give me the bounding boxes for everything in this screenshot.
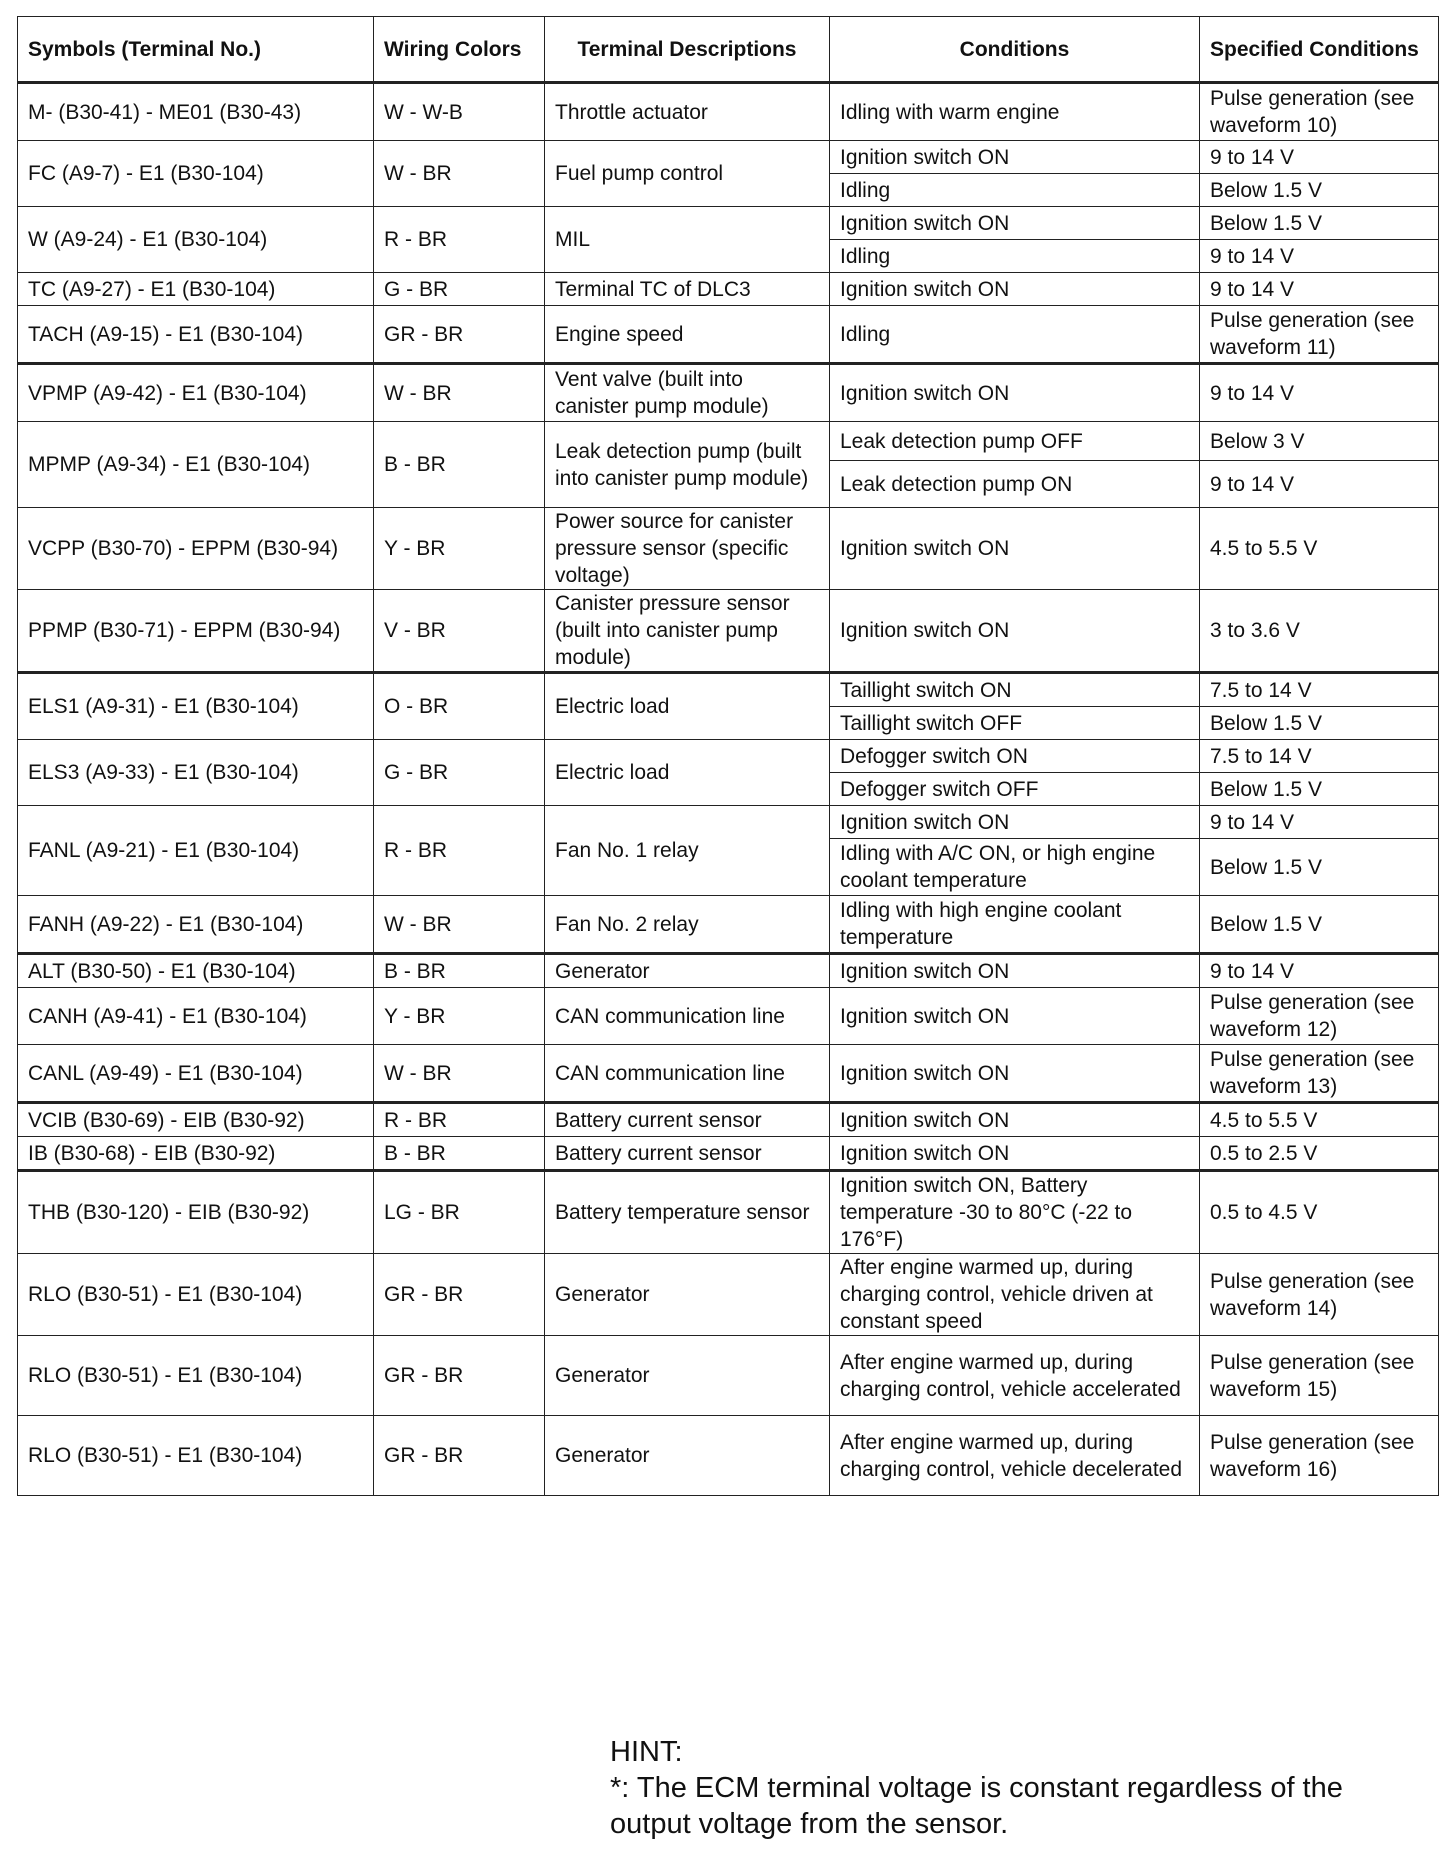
table-row xyxy=(18,1336,1439,1416)
cell-wiring-color: B - BR xyxy=(374,1137,545,1171)
hint-title: HINT: xyxy=(610,1736,683,1768)
cell-wiring-color: V - BR xyxy=(374,590,545,673)
cell-terminal-description: Terminal TC of DLC3 xyxy=(545,273,830,306)
cell-symbol: VCIB (B30-69) - EIB (B30-92) xyxy=(18,1103,374,1137)
cell-wiring-color: Y - BR xyxy=(374,988,545,1045)
cell-symbol: RLO (B30-51) - E1 (B30-104) xyxy=(18,1254,374,1336)
cell-terminal-description: Engine speed xyxy=(545,306,830,364)
cell-specified-condition: Pulse generation (see waveform 12) xyxy=(1200,988,1439,1045)
cell-wiring-color: B - BR xyxy=(374,954,545,988)
cell-condition: Ignition switch ON xyxy=(830,954,1200,988)
cell-condition: Idling xyxy=(830,306,1200,364)
table-row xyxy=(18,1254,1439,1336)
cell-symbol: IB (B30-68) - EIB (B30-92) xyxy=(18,1137,374,1171)
cell-symbol: RLO (B30-51) - E1 (B30-104) xyxy=(18,1416,374,1496)
cell-specified-condition: Below 1.5 V xyxy=(1200,707,1439,740)
cell-condition: Defogger switch ON xyxy=(830,740,1200,773)
cell-specified-condition: Below 1.5 V xyxy=(1200,207,1439,240)
cell-terminal-description: CAN communication line xyxy=(545,988,830,1045)
cell-symbol: VCPP (B30-70) - EPPM (B30-94) xyxy=(18,508,374,590)
cell-symbol: MPMP (A9-34) - E1 (B30-104) xyxy=(18,422,374,508)
cell-condition: Leak detection pump OFF xyxy=(830,422,1200,461)
cell-specified-condition: Below 1.5 V xyxy=(1200,839,1439,896)
cell-terminal-description: Generator xyxy=(545,1336,830,1416)
cell-symbol: TC (A9-27) - E1 (B30-104) xyxy=(18,273,374,306)
cell-symbol: ELS1 (A9-31) - E1 (B30-104) xyxy=(18,673,374,740)
cell-symbol: FANL (A9-21) - E1 (B30-104) xyxy=(18,806,374,896)
cell-symbol: CANH (A9-41) - E1 (B30-104) xyxy=(18,988,374,1045)
table-row xyxy=(18,1416,1439,1496)
cell-symbol: RLO (B30-51) - E1 (B30-104) xyxy=(18,1336,374,1416)
table-row xyxy=(18,422,1439,461)
cell-terminal-description: Fan No. 2 relay xyxy=(545,896,830,954)
cell-symbol: M- (B30-41) - ME01 (B30-43) xyxy=(18,83,374,141)
cell-specified-condition: Below 1.5 V xyxy=(1200,773,1439,806)
cell-symbol: FC (A9-7) - E1 (B30-104) xyxy=(18,141,374,207)
cell-condition: After engine warmed up, during charging control, vehicle driven at constant speed xyxy=(830,1254,1200,1336)
table-row xyxy=(18,954,1439,988)
cell-specified-condition: 7.5 to 14 V xyxy=(1200,740,1439,773)
cell-specified-condition: Pulse generation (see waveform 13) xyxy=(1200,1045,1439,1103)
table-row xyxy=(18,1137,1439,1171)
cell-condition: Ignition switch ON xyxy=(830,1045,1200,1103)
cell-symbol: ELS3 (A9-33) - E1 (B30-104) xyxy=(18,740,374,806)
table-row xyxy=(18,590,1439,673)
cell-condition: Idling xyxy=(830,174,1200,207)
table-row xyxy=(18,273,1439,306)
table-row xyxy=(18,83,1439,141)
hint-note xyxy=(610,1734,1430,1842)
cell-condition: Leak detection pump ON xyxy=(830,461,1200,508)
cell-specified-condition: 0.5 to 4.5 V xyxy=(1200,1171,1439,1254)
cell-terminal-description: Leak detection pump (built into canister pump module) xyxy=(545,422,830,508)
cell-symbol: VPMP (A9-42) - E1 (B30-104) xyxy=(18,364,374,422)
cell-terminal-description: Power source for canister pressure sensor (specific voltage) xyxy=(545,508,830,590)
cell-terminal-description: Throttle actuator xyxy=(545,83,830,141)
cell-specified-condition: 9 to 14 V xyxy=(1200,806,1439,839)
cell-specified-condition: 9 to 14 V xyxy=(1200,364,1439,422)
cell-condition: Ignition switch ON xyxy=(830,364,1200,422)
table-row xyxy=(18,508,1439,590)
header-specified-conditions: Specified Conditions xyxy=(1200,17,1439,83)
cell-specified-condition: 0.5 to 2.5 V xyxy=(1200,1137,1439,1171)
cell-condition: Idling with A/C ON, or high engine coolant temperature xyxy=(830,839,1200,896)
table-row xyxy=(18,1171,1439,1254)
cell-specified-condition: 9 to 14 V xyxy=(1200,954,1439,988)
cell-specified-condition: Pulse generation (see waveform 11) xyxy=(1200,306,1439,364)
cell-symbol: ALT (B30-50) - E1 (B30-104) xyxy=(18,954,374,988)
cell-condition: After engine warmed up, during charging control, vehicle decelerated xyxy=(830,1416,1200,1496)
cell-specified-condition: Pulse generation (see waveform 16) xyxy=(1200,1416,1439,1496)
table-row xyxy=(18,306,1439,364)
cell-specified-condition: 4.5 to 5.5 V xyxy=(1200,508,1439,590)
cell-terminal-description: Battery current sensor xyxy=(545,1137,830,1171)
header-symbols: Symbols (Terminal No.) xyxy=(18,17,374,83)
table-row xyxy=(18,988,1439,1045)
cell-symbol: TACH (A9-15) - E1 (B30-104) xyxy=(18,306,374,364)
cell-condition: Idling with high engine coolant temperature xyxy=(830,896,1200,954)
cell-wiring-color: R - BR xyxy=(374,1103,545,1137)
cell-condition: Ignition switch ON xyxy=(830,508,1200,590)
cell-wiring-color: GR - BR xyxy=(374,1336,545,1416)
cell-symbol: PPMP (B30-71) - EPPM (B30-94) xyxy=(18,590,374,673)
cell-specified-condition: 7.5 to 14 V xyxy=(1200,673,1439,707)
table-row xyxy=(18,1103,1439,1137)
cell-wiring-color: GR - BR xyxy=(374,1254,545,1336)
cell-condition: Defogger switch OFF xyxy=(830,773,1200,806)
table-row xyxy=(18,673,1439,707)
cell-condition: Ignition switch ON xyxy=(830,141,1200,174)
cell-wiring-color: G - BR xyxy=(374,740,545,806)
terminal-spec-table xyxy=(17,16,1439,1496)
cell-terminal-description: Electric load xyxy=(545,740,830,806)
cell-terminal-description: Generator xyxy=(545,954,830,988)
cell-terminal-description: CAN communication line xyxy=(545,1045,830,1103)
cell-wiring-color: LG - BR xyxy=(374,1171,545,1254)
cell-terminal-description: Fuel pump control xyxy=(545,141,830,207)
cell-terminal-description: Battery current sensor xyxy=(545,1103,830,1137)
table-body xyxy=(18,83,1439,1496)
cell-wiring-color: G - BR xyxy=(374,273,545,306)
cell-symbol: FANH (A9-22) - E1 (B30-104) xyxy=(18,896,374,954)
cell-specified-condition: 9 to 14 V xyxy=(1200,273,1439,306)
cell-wiring-color: GR - BR xyxy=(374,306,545,364)
cell-specified-condition: Below 1.5 V xyxy=(1200,174,1439,207)
cell-symbol: CANL (A9-49) - E1 (B30-104) xyxy=(18,1045,374,1103)
header-conditions: Conditions xyxy=(830,17,1200,83)
cell-terminal-description: MIL xyxy=(545,207,830,273)
cell-wiring-color: W - BR xyxy=(374,141,545,207)
cell-condition: Ignition switch ON xyxy=(830,207,1200,240)
cell-wiring-color: R - BR xyxy=(374,207,545,273)
table-row xyxy=(18,141,1439,174)
cell-specified-condition: Below 1.5 V xyxy=(1200,896,1439,954)
cell-wiring-color: B - BR xyxy=(374,422,545,508)
cell-wiring-color: O - BR xyxy=(374,673,545,740)
cell-specified-condition: Pulse generation (see waveform 10) xyxy=(1200,83,1439,141)
cell-condition: Taillight switch OFF xyxy=(830,707,1200,740)
table-row xyxy=(18,364,1439,422)
cell-condition: After engine warmed up, during charging control, vehicle accelerated xyxy=(830,1336,1200,1416)
cell-condition: Idling xyxy=(830,240,1200,273)
cell-condition: Ignition switch ON xyxy=(830,988,1200,1045)
cell-terminal-description: Battery temperature sensor xyxy=(545,1171,830,1254)
cell-specified-condition: 4.5 to 5.5 V xyxy=(1200,1103,1439,1137)
table-row xyxy=(18,1045,1439,1103)
cell-terminal-description: Electric load xyxy=(545,673,830,740)
cell-wiring-color: GR - BR xyxy=(374,1416,545,1496)
hint-text: *: The ECM terminal voltage is constant regardless of the output voltage from the sensor. xyxy=(610,1772,1351,1840)
cell-specified-condition: 9 to 14 V xyxy=(1200,461,1439,508)
cell-terminal-description: Generator xyxy=(545,1416,830,1496)
cell-wiring-color: R - BR xyxy=(374,806,545,896)
cell-condition: Ignition switch ON xyxy=(830,806,1200,839)
cell-condition: Taillight switch ON xyxy=(830,673,1200,707)
header-wiring-colors: Wiring Colors xyxy=(374,17,545,83)
terminal-spec-table-container xyxy=(17,16,1438,1496)
table-header-row xyxy=(18,17,1439,83)
cell-specified-condition: Below 3 V xyxy=(1200,422,1439,461)
cell-specified-condition: 9 to 14 V xyxy=(1200,141,1439,174)
cell-wiring-color: Y - BR xyxy=(374,508,545,590)
cell-condition: Ignition switch ON xyxy=(830,1137,1200,1171)
cell-wiring-color: W - BR xyxy=(374,364,545,422)
cell-condition: Ignition switch ON xyxy=(830,273,1200,306)
cell-terminal-description: Generator xyxy=(545,1254,830,1336)
cell-wiring-color: W - W-B xyxy=(374,83,545,141)
table-row xyxy=(18,806,1439,839)
cell-symbol: W (A9-24) - E1 (B30-104) xyxy=(18,207,374,273)
cell-wiring-color: W - BR xyxy=(374,896,545,954)
cell-terminal-description: Vent valve (built into canister pump module) xyxy=(545,364,830,422)
cell-specified-condition: Pulse generation (see waveform 14) xyxy=(1200,1254,1439,1336)
cell-symbol: THB (B30-120) - EIB (B30-92) xyxy=(18,1171,374,1254)
cell-condition: Ignition switch ON xyxy=(830,1103,1200,1137)
cell-specified-condition: 9 to 14 V xyxy=(1200,240,1439,273)
cell-condition: Ignition switch ON, Battery temperature -30 to 80°C (-22 to 176°F) xyxy=(830,1171,1200,1254)
header-terminal-descriptions: Terminal Descriptions xyxy=(545,17,830,83)
table-row xyxy=(18,207,1439,240)
cell-condition: Ignition switch ON xyxy=(830,590,1200,673)
cell-specified-condition: 3 to 3.6 V xyxy=(1200,590,1439,673)
cell-condition: Idling with warm engine xyxy=(830,83,1200,141)
cell-terminal-description: Canister pressure sensor (built into canister pump module) xyxy=(545,590,830,673)
cell-terminal-description: Fan No. 1 relay xyxy=(545,806,830,896)
table-row xyxy=(18,740,1439,773)
cell-specified-condition: Pulse generation (see waveform 15) xyxy=(1200,1336,1439,1416)
table-row xyxy=(18,896,1439,954)
cell-wiring-color: W - BR xyxy=(374,1045,545,1103)
